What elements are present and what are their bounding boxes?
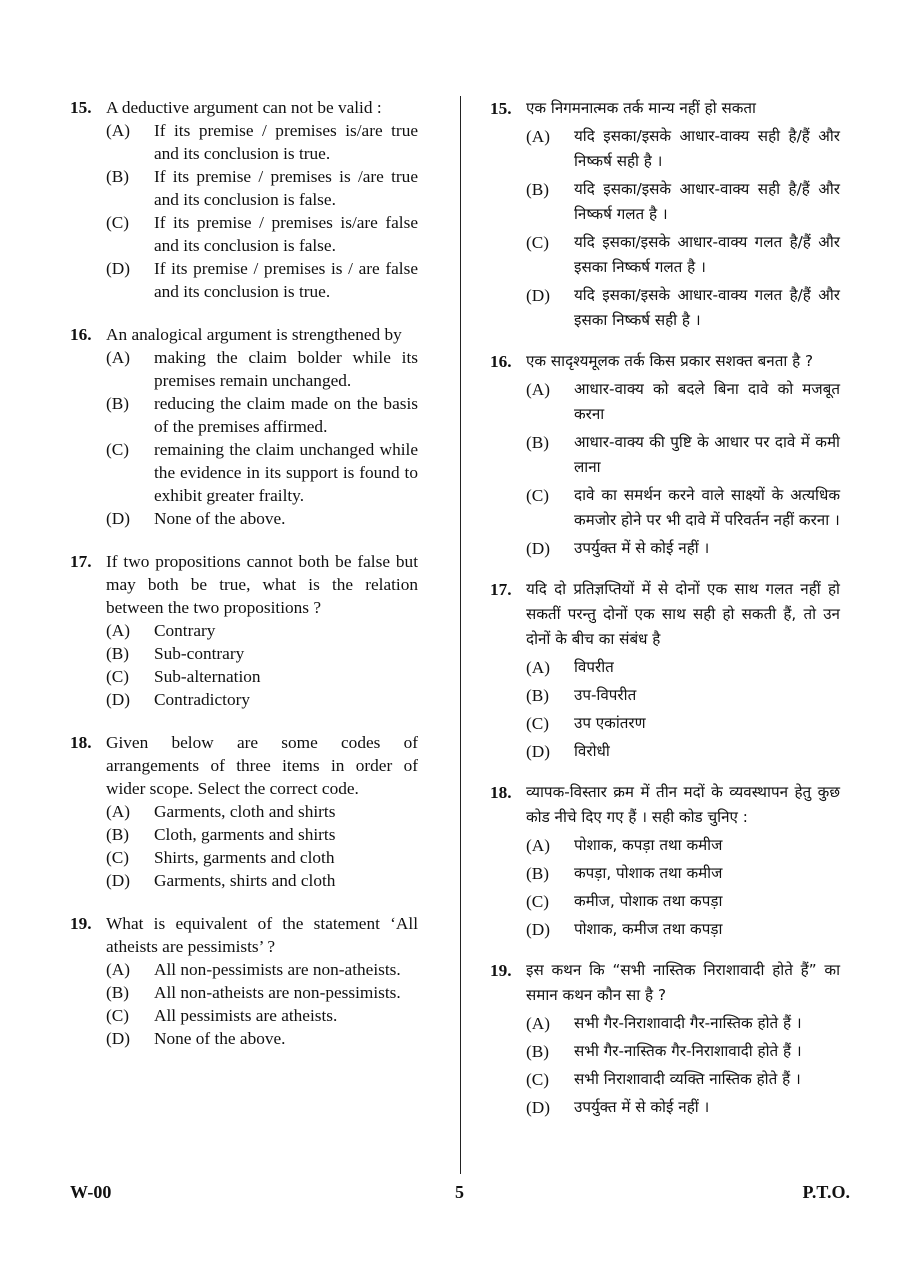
- option-d: (D) Contradictory: [106, 690, 250, 709]
- question-number: 16.: [490, 352, 512, 371]
- option-c: (C) यदि इसका/इसके आधार-वाक्य गलत है/हैं और इसका निष्कर्ष गलत है ।: [526, 233, 840, 276]
- question-17-hi: [490, 577, 840, 764]
- question-18-en: [70, 731, 418, 892]
- option-a: (A) Contrary: [106, 621, 216, 640]
- english-column: [70, 96, 418, 1070]
- question-text: Given below are some codes of arrangements of three items in order of wider scope. Select the correct code.: [106, 733, 418, 798]
- hindi-column: [490, 96, 840, 1136]
- question-number: 17.: [490, 580, 512, 599]
- question-text: इस कथन कि “सभी नास्तिक निराशावादी होते हैं” का समान कथन कौन सा है ?: [526, 961, 840, 1004]
- option-d: (D) विरोधी: [526, 742, 610, 761]
- option-c: (C) remaining the claim unchanged while the evidence in its support is found to exhibit greater frailty.: [106, 440, 418, 505]
- option-c: (C) उप एकांतरण: [526, 714, 646, 733]
- option-b: (B) कपड़ा, पोशाक तथा कमीज: [526, 864, 723, 883]
- question-number: 19.: [490, 961, 512, 980]
- option-c: (C) Sub-alternation: [106, 667, 261, 686]
- question-18-hi: [490, 780, 840, 942]
- option-d: (D) Garments, shirts and cloth: [106, 871, 336, 890]
- option-a: (A) पोशाक, कपड़ा तथा कमीज: [526, 836, 723, 855]
- question-17-en: [70, 550, 418, 711]
- question-number: 17.: [70, 552, 92, 571]
- question-number: 18.: [490, 783, 512, 802]
- question-15-hi: [490, 96, 840, 333]
- option-a: (A) सभी गैर-निराशावादी गैर-नास्तिक होते हैं ।: [526, 1014, 802, 1033]
- option-b: (B) reducing the claim made on the basis of the premises affirmed.: [106, 394, 418, 436]
- option-d: (D) पोशाक, कमीज तथा कपड़ा: [526, 920, 723, 939]
- footer-paper-code: W-00: [70, 1182, 112, 1202]
- question-19-en: [70, 912, 418, 1050]
- option-c: (C) All pessimists are atheists.: [106, 1006, 338, 1025]
- question-text: एक सादृश्यमूलक तर्क किस प्रकार सशक्त बनता है ?: [526, 352, 814, 370]
- option-d: (D) If its premise / premises is / are false and its conclusion is true.: [106, 259, 418, 301]
- option-b: (B) Sub-contrary: [106, 644, 245, 663]
- option-a: (A) All non-pessimists are non-atheists.: [106, 960, 401, 979]
- question-text: A deductive argument can not be valid :: [106, 98, 382, 117]
- option-a: (A) making the claim bolder while its premises remain unchanged.: [106, 348, 418, 390]
- option-b: (B) आधार-वाक्य की पुष्टि के आधार पर दावे में कमी लाना: [526, 433, 840, 476]
- question-text: यदि दो प्रतिज्ञप्तियों में से दोनों एक साथ गलत नहीं हो सकतीं परन्तु दोनों एक साथ सही हो सकती हैं, तो उन दोनों के बीच का संबंध है: [526, 580, 840, 648]
- option-d: (D) उपर्युक्त में से कोई नहीं ।: [526, 539, 710, 558]
- option-b: (B) यदि इसका/इसके आधार-वाक्य सही है/हैं और निष्कर्ष गलत है ।: [526, 180, 840, 223]
- option-b: (B) If its premise / premises is /are true and its conclusion is false.: [106, 167, 418, 209]
- option-b: (B) All non-atheists are non-pessimists.: [106, 983, 401, 1002]
- footer-page-number: 5: [455, 1182, 464, 1202]
- option-d: (D) None of the above.: [106, 509, 286, 528]
- option-b: (B) सभी गैर-नास्तिक गैर-निराशावादी होते हैं ।: [526, 1042, 802, 1061]
- question-number: 18.: [70, 733, 92, 752]
- question-number: 15.: [70, 98, 92, 117]
- question-19-hi: [490, 958, 840, 1120]
- option-d: (D) उपर्युक्त में से कोई नहीं ।: [526, 1098, 710, 1117]
- option-a: (A) आधार-वाक्य को बदले बिना दावे को मजबूत करना: [526, 380, 840, 423]
- option-c: (C) दावे का समर्थन करने वाले साक्ष्यों के अत्यधिक कमजोर होने पर भी दावे में परिवर्तन नहीं करना ।: [526, 486, 840, 529]
- option-a: (A) यदि इसका/इसके आधार-वाक्य सही है/हैं और निष्कर्ष सही है ।: [526, 127, 840, 170]
- option-c: (C) सभी निराशावादी व्यक्ति नास्तिक होते हैं ।: [526, 1070, 801, 1089]
- question-text: If two propositions cannot both be false but may both be true, what is the relation between the two propositions ?: [106, 552, 418, 617]
- option-c: (C) If its premise / premises is/are false and its conclusion is false.: [106, 213, 418, 255]
- question-15-en: [70, 96, 418, 303]
- column-divider: [460, 96, 461, 1174]
- question-text: What is equivalent of the statement ‘All atheists are pessimists’ ?: [106, 914, 418, 956]
- question-16-en: [70, 323, 418, 530]
- option-d: (D) None of the above.: [106, 1029, 286, 1048]
- question-16-hi: [490, 349, 840, 561]
- footer-pto: P.T.O.: [802, 1182, 850, 1202]
- question-text: An analogical argument is strengthened by: [106, 325, 402, 344]
- option-a: (A) Garments, cloth and shirts: [106, 802, 336, 821]
- question-number: 19.: [70, 914, 92, 933]
- question-number: 15.: [490, 99, 512, 118]
- question-text: व्यापक-विस्तार क्रम में तीन मदों के व्यवस्थापन हेतु कुछ कोड नीचे दिए गए हैं । सही कोड चुनिए :: [526, 783, 840, 826]
- option-d: (D) यदि इसका/इसके आधार-वाक्य गलत है/हैं और इसका निष्कर्ष सही है ।: [526, 286, 840, 329]
- option-a: (A) विपरीत: [526, 658, 614, 677]
- option-c: (C) Shirts, garments and cloth: [106, 848, 335, 867]
- question-number: 16.: [70, 325, 92, 344]
- option-c: (C) कमीज, पोशाक तथा कपड़ा: [526, 892, 723, 911]
- option-b: (B) उप-विपरीत: [526, 686, 637, 705]
- option-b: (B) Cloth, garments and shirts: [106, 825, 336, 844]
- option-a: (A) If its premise / premises is/are true and its conclusion is true.: [106, 121, 418, 163]
- question-text: एक निगमनात्मक तर्क मान्य नहीं हो सकता: [526, 99, 756, 117]
